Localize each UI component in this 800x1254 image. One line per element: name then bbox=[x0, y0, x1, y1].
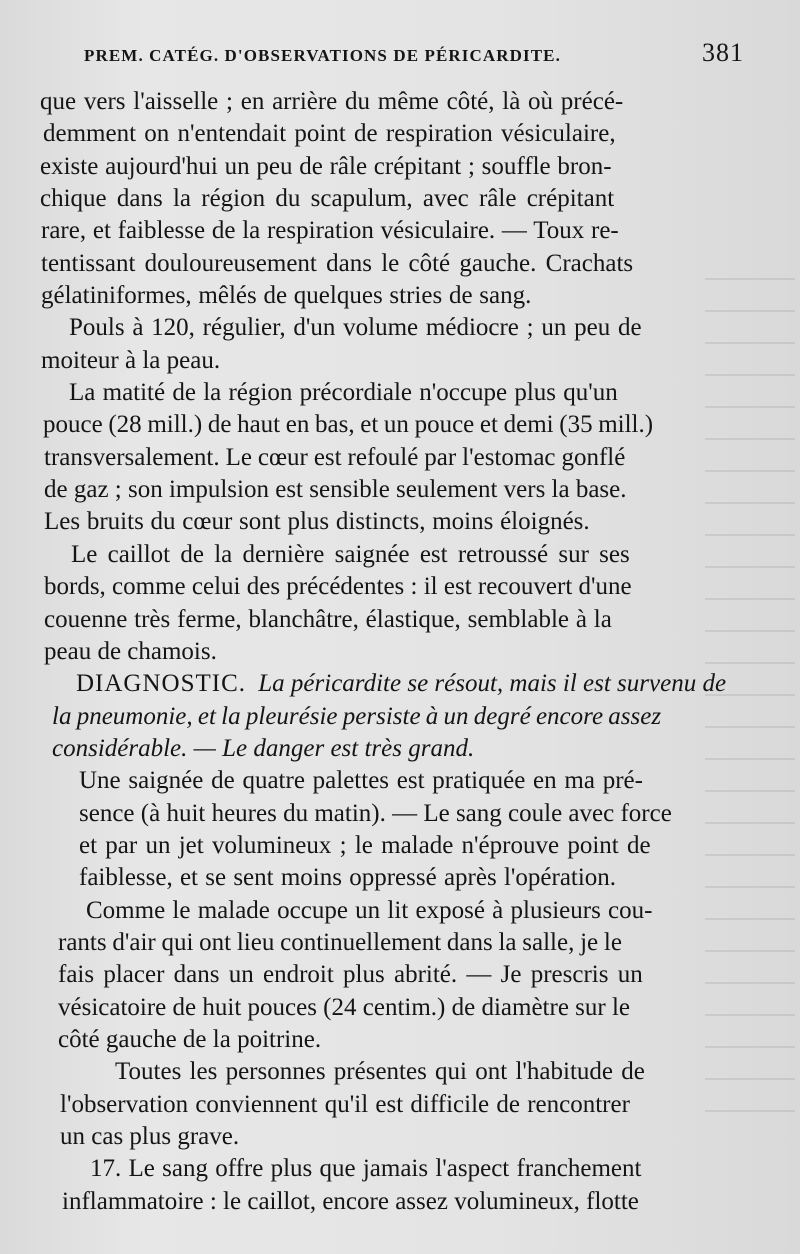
text-line: de gaz ; son impulsion est sensible seulement vers la base. bbox=[44, 476, 627, 504]
diagnostic-line-3: considérable. — Le danger est très grand. bbox=[52, 734, 475, 762]
text-line: rants d'air qui ont lieu continuellement dans la salle, je le bbox=[58, 928, 622, 956]
text-line: vésicatoire de huit pouces (24 centim.) de diamètre sur le bbox=[58, 993, 631, 1021]
text-line: existe aujourd'hui un peu de râle crépitant ; souffle bron- bbox=[40, 152, 612, 180]
text-line: chique dans la région du scapulum, avec râle crépitant bbox=[40, 185, 615, 213]
text-line: pouce (28 mill.) de haut en bas, et un pouce et demi (35 mill.) bbox=[43, 411, 654, 439]
text-line: inflammatoire : le caillot, encore assez volumineux, flotte bbox=[62, 1187, 639, 1215]
text-line: un cas plus grave. bbox=[60, 1123, 240, 1150]
text-line: et par un jet volumineux ; le malade n'éprouve point de bbox=[79, 831, 651, 859]
body-text bbox=[40, 86, 764, 1218]
text-line: 17. Le sang offre plus que jamais l'aspect franchement bbox=[90, 1155, 642, 1183]
text-line: La matité de la région précordiale n'occupe plus qu'un bbox=[69, 379, 618, 407]
text-line: Pouls à 120, régulier, d'un volume médiocre ; un peu de bbox=[69, 314, 642, 342]
text-line: couenne très ferme, blanchâtre, élastique, semblable à la bbox=[44, 605, 612, 633]
text-line: moiteur à la peau. bbox=[41, 346, 221, 374]
diagnostic-line-2: la pneumonie, et la pleurésie persiste à un degré encore assez bbox=[52, 702, 662, 730]
text-line: rare, et faiblesse de la respiration vésiculaire. — Toux re- bbox=[41, 217, 619, 245]
text-line: Les bruits du cœur sont plus distincts, moins éloignés. bbox=[44, 508, 590, 536]
text-line: demment on n'entendait point de respiration vésiculaire, bbox=[43, 120, 616, 148]
text-line: côté gauche de la poitrine. bbox=[58, 1025, 322, 1053]
text-line: tentissant douloureusement dans le côté gauche. Crachats bbox=[41, 249, 634, 277]
text-line: transversalement. Le cœur est refoulé par l'estomac gonflé bbox=[44, 443, 626, 471]
text-line: sence (à huit heures du matin). — Le sang coule avec force bbox=[79, 799, 672, 827]
text-line: que vers l'aisselle ; en arrière du même côté, là où précé- bbox=[40, 88, 624, 115]
diagnostic-label: DIAGNOSTIC. bbox=[76, 670, 247, 698]
text-line: bords, comme celui des précédentes : il est recouvert d'une bbox=[44, 573, 632, 601]
page-header bbox=[84, 38, 744, 78]
text-line: Comme le malade occupe un lit exposé à plusieurs cou- bbox=[86, 896, 653, 924]
text-line: Le caillot de la dernière saignée est retroussé sur ses bbox=[71, 540, 630, 568]
running-title: PREM. CATÉG. D'OBSERVATIONS DE PÉRICARDITE. bbox=[84, 46, 561, 65]
text-line: faiblesse, et se sent moins oppressé après l'opération. bbox=[79, 864, 617, 892]
text-line: l'observation conviennent qu'il est difficile de rencontrer bbox=[60, 1090, 630, 1118]
text-line: peau de chamois. bbox=[44, 637, 217, 665]
text-line: Toutes les personnes présentes qui ont l'habitude de bbox=[115, 1058, 645, 1086]
text-line: fais placer dans un endroit plus abrité. — Je prescris un bbox=[58, 961, 643, 989]
diagnostic-text: La péricardite se résout, mais il est survenu de bbox=[258, 670, 727, 698]
diagnostic-line-1 bbox=[40, 668, 764, 700]
text-line: gélatiniformes, mêlés de quelques stries de sang. bbox=[41, 282, 532, 310]
text-line: Une saignée de quatre palettes est pratiquée en ma pré- bbox=[79, 767, 643, 795]
page-number: 381 bbox=[702, 38, 744, 67]
